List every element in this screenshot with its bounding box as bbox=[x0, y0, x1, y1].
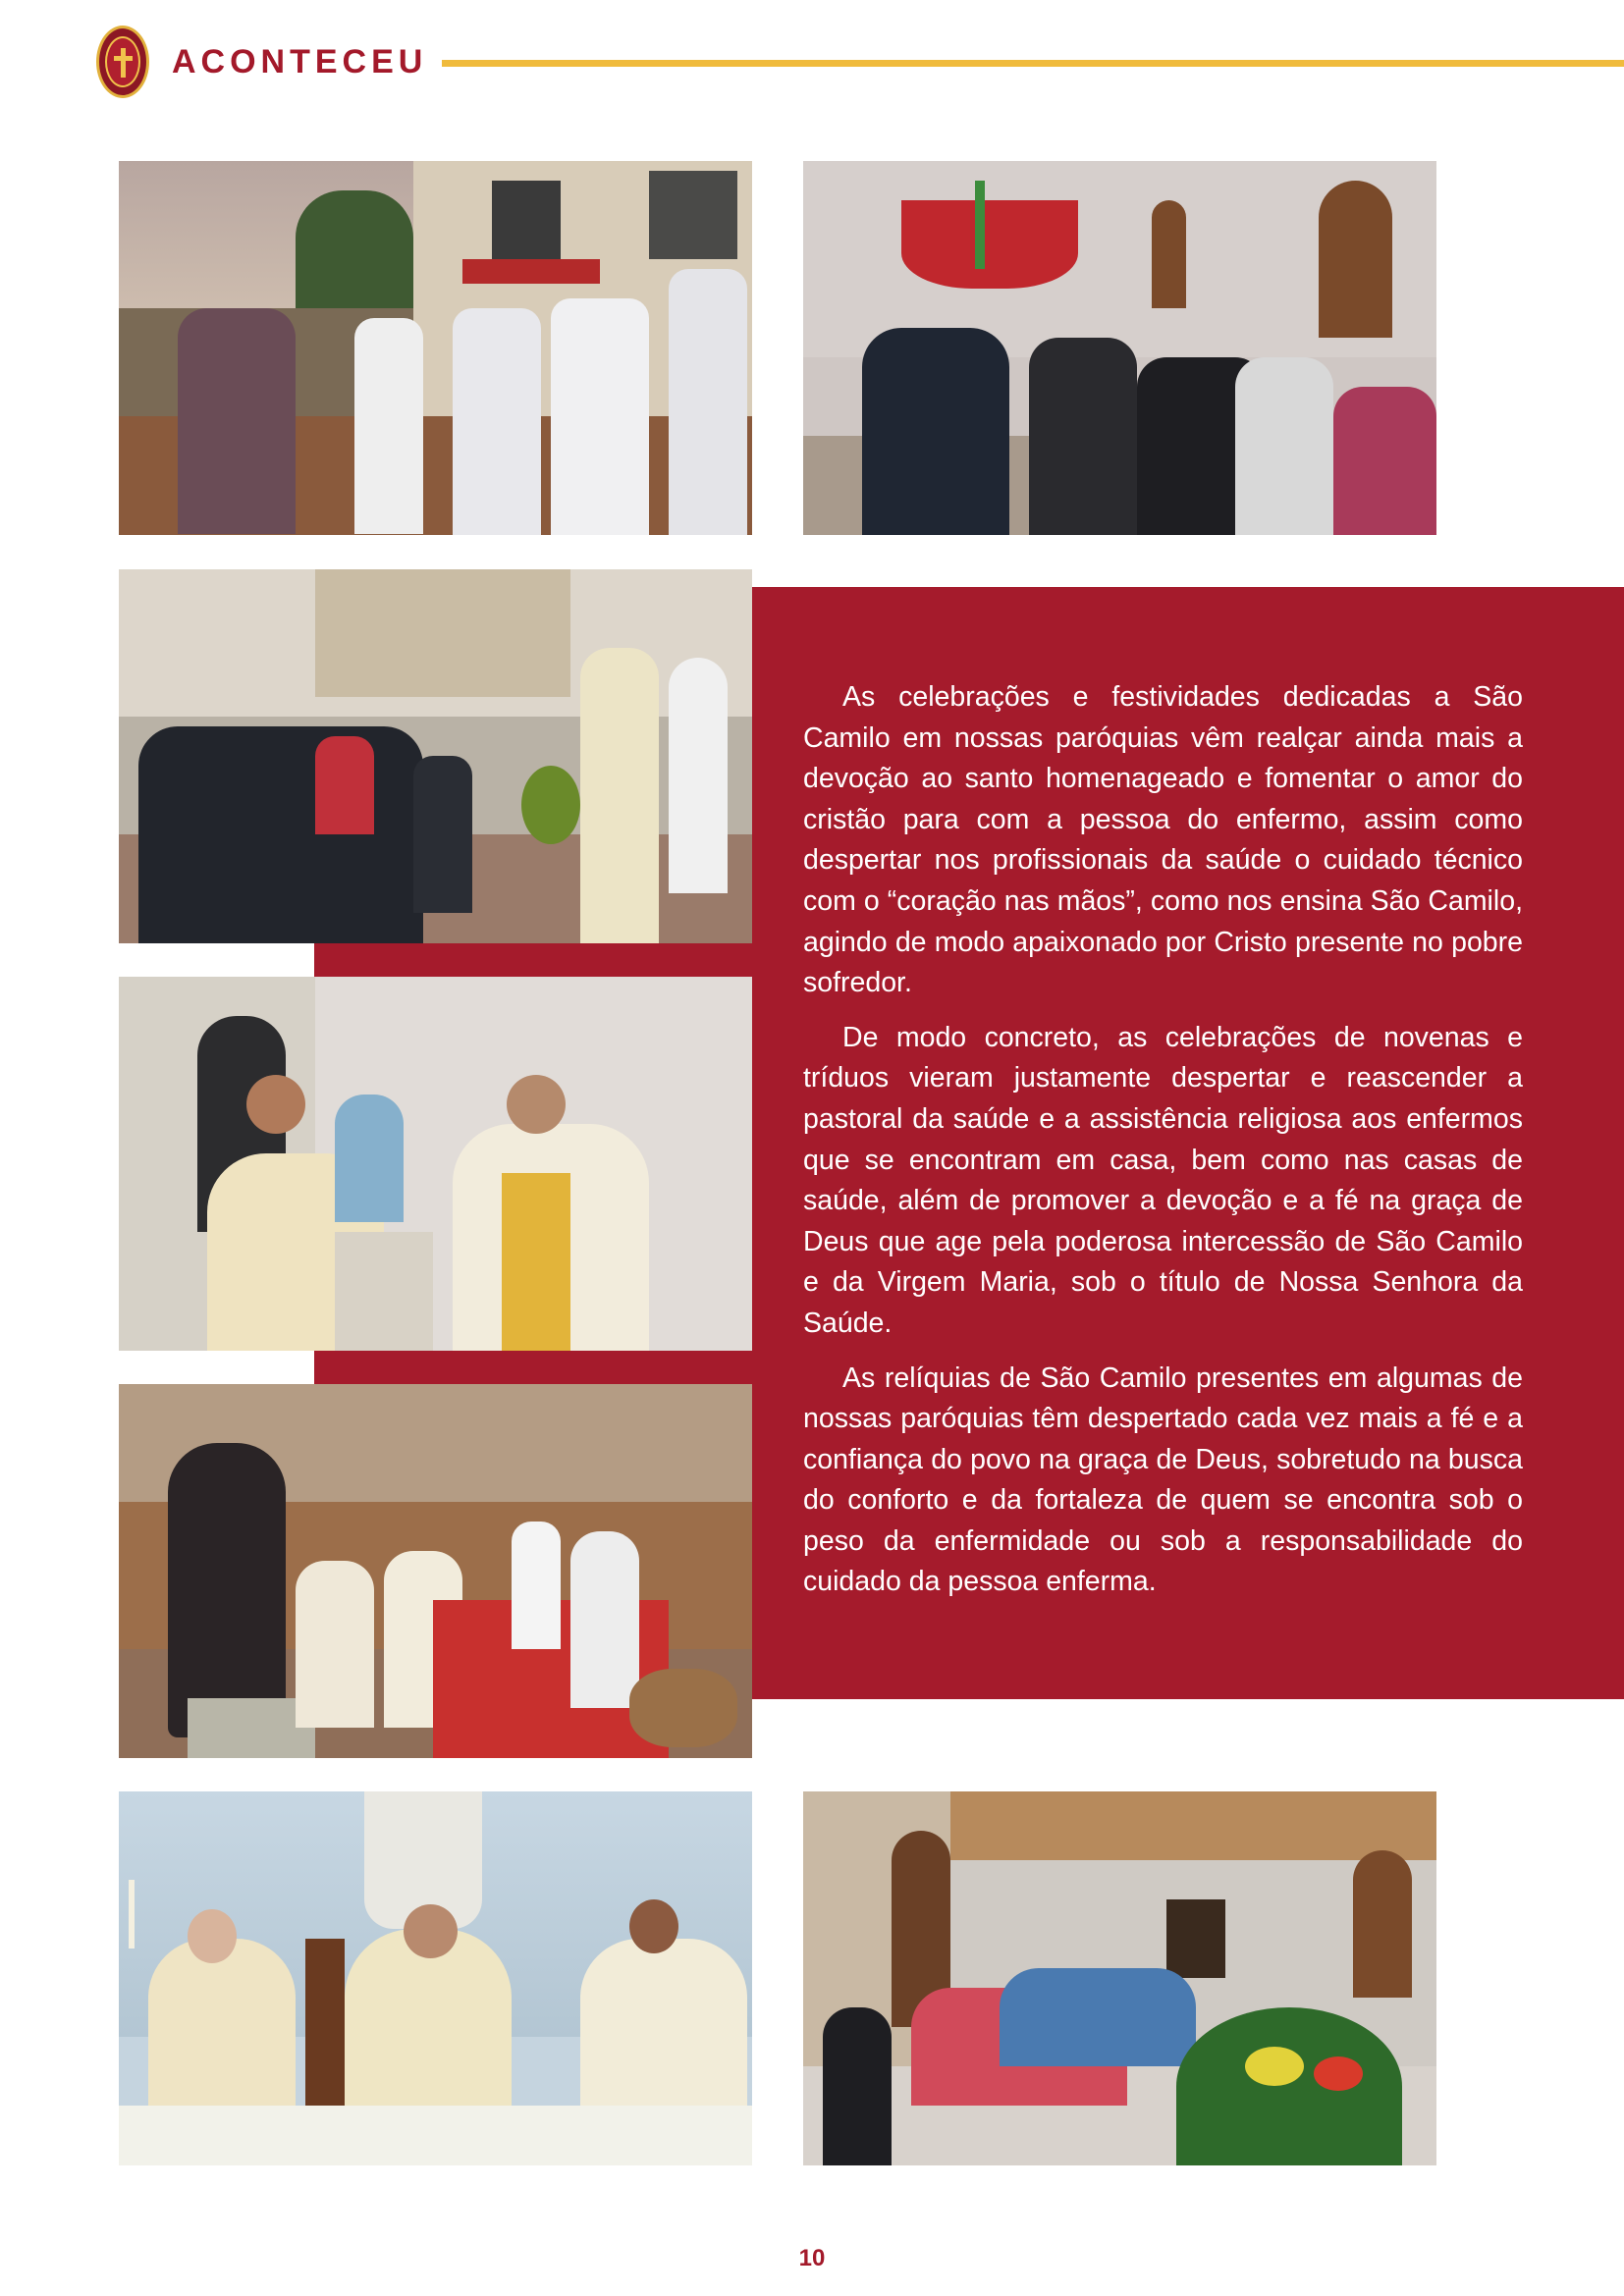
article-paragraph-1: As celebrações e festividades dedicadas a São Camilo em nossas paróquias vêm realçar ainda mais a devoção ao santo homenageado e fomentar o amor do cristão para com a pessoa do enfermo, assim como despertar nos profissionais da saúde o cuidado técnico com o “coração nas mãos”, como nos ensina São Camilo, agindo de modo apaixonado por Cristo presente no pobre sofredor. bbox=[803, 681, 1523, 999]
page-number: 10 bbox=[798, 2245, 826, 2271]
photo-children-church bbox=[803, 1791, 1436, 2165]
article-body bbox=[803, 677, 1523, 1617]
cross-icon bbox=[105, 36, 140, 87]
photo-mass-statue bbox=[119, 1384, 752, 1758]
article-paragraph-3: As relíquias de São Camilo presentes em algumas de nossas paróquias têm despertado cada vez mais a fé e a confiança do povo na graça de Deus, sobretudo na busca do conforto e da fortaleza de quem se encontra sob o peso da enfermidade ou sob a responsabilidade do cuidado da pessoa enferma. bbox=[803, 1362, 1523, 1598]
photo-readers-altar bbox=[119, 569, 752, 943]
photo-priests-blessing bbox=[119, 977, 752, 1351]
photo-three-priests bbox=[119, 1791, 752, 2165]
photo-procession bbox=[119, 161, 752, 535]
logo-emblem bbox=[96, 26, 149, 98]
article-paragraph-2: De modo concreto, as celebrações de novenas e tríduos vieram justamente despertar e reascender a pastoral da saúde e a assistência religiosa aos enfermos que se encontram em casa, bem como nas casas de saúde, além de promover a devoção e a fé na graça de Deus que age pela poderosa intercessão de São Camilo e da Virgem Maria, sob o título de Nossa Senhora da Saúde. bbox=[803, 1021, 1523, 1339]
header-rule bbox=[442, 60, 1624, 67]
photo-church-congregation bbox=[803, 161, 1436, 535]
section-title: ACONTECEU bbox=[172, 43, 428, 80]
